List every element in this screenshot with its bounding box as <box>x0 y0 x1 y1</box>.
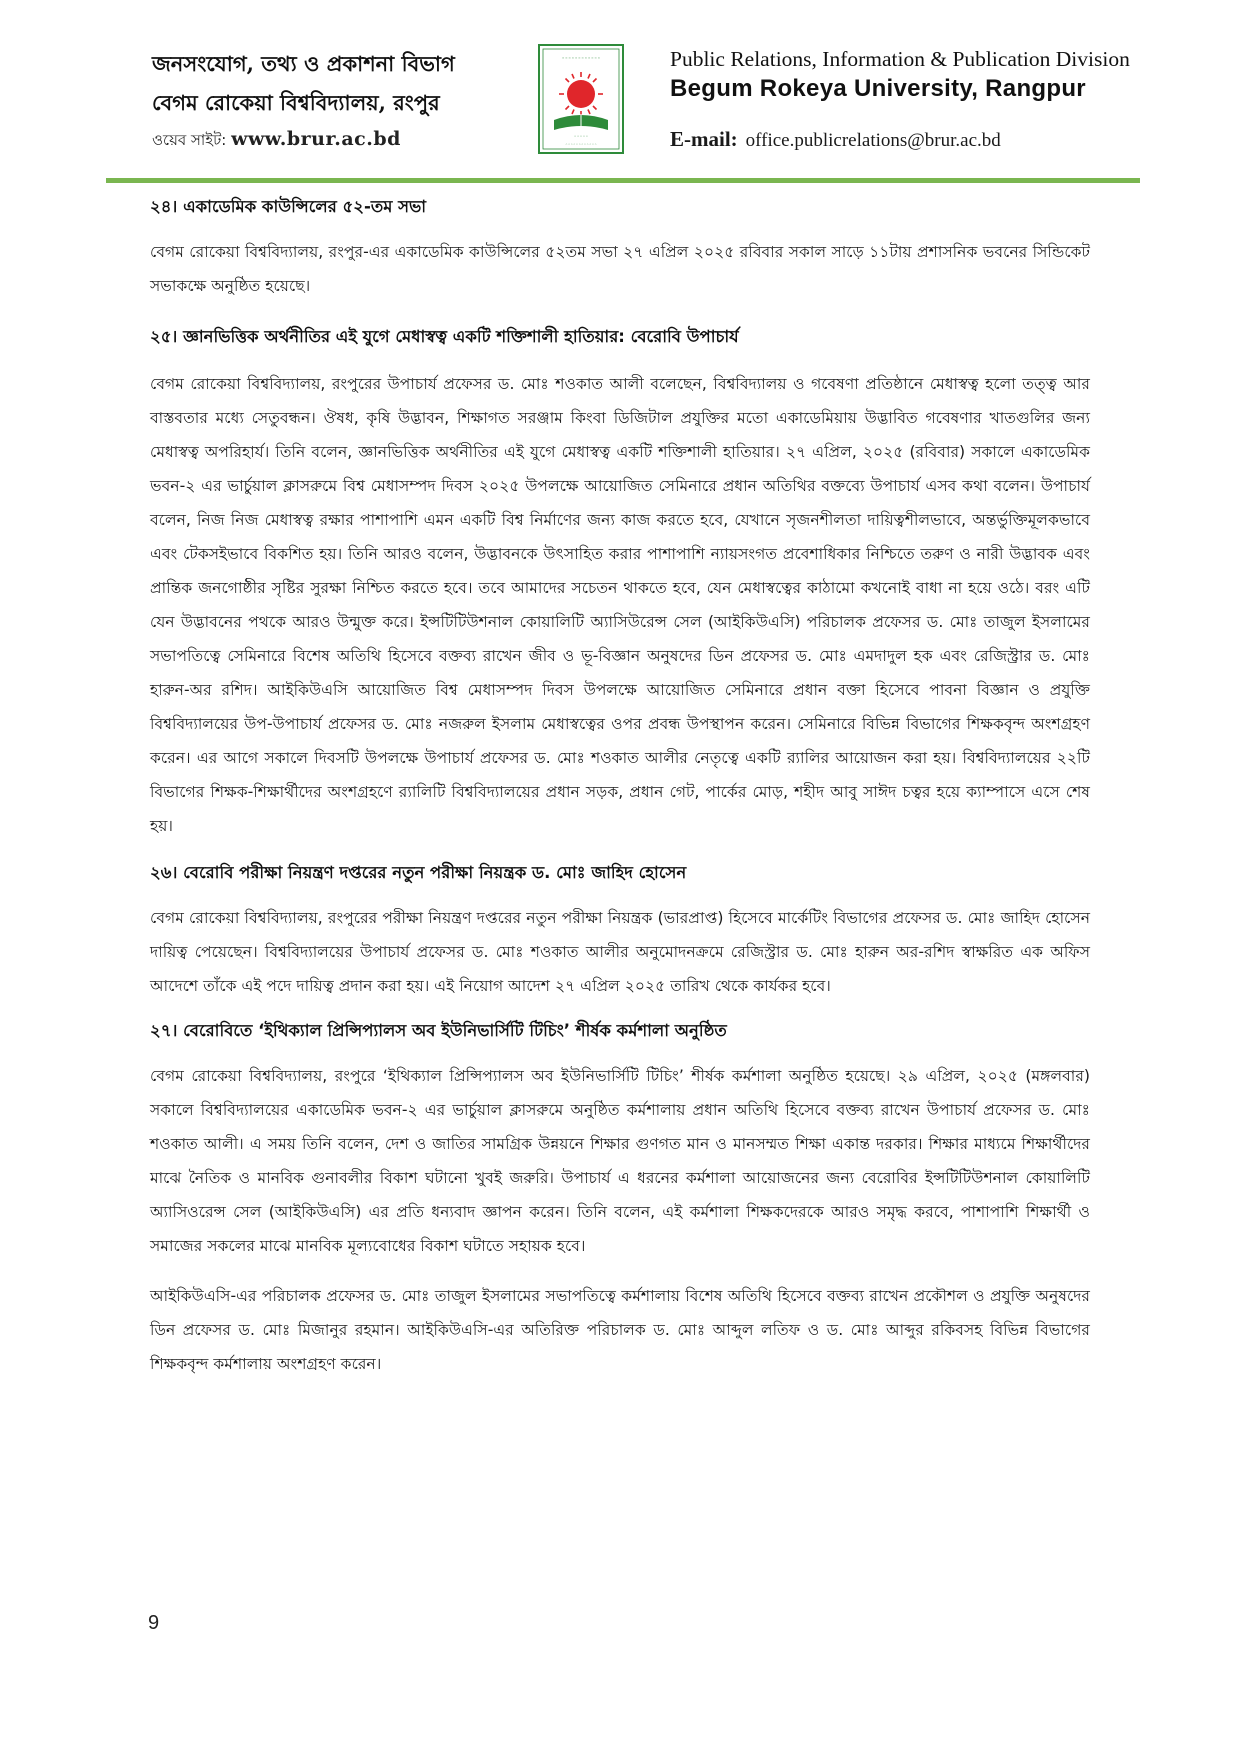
section-24-paragraph: বেগম রোকেয়া বিশ্ববিদ্যালয়, রংপুর-এর একাডেমিক কাউন্সিলের ৫২তম সভা ২৭ এপ্রিল ২০২৫ রবিবার সকাল সাড়ে ১১টায় প্রশাসনিক ভবনের সিন্ডিকেট সভাকক্ষে অনুষ্ঠিত হয়েছে। <box>150 243 1090 295</box>
email-link[interactable]: office.publicrelations@brur.ac.bd <box>745 130 1001 151</box>
header-divider <box>106 178 1140 183</box>
division-name-bn: জনসংযোগ, তথ্য ও প্রকাশনা বিভাগ <box>152 51 455 76</box>
university-name-bn: বেগম রোকেয়া বিশ্ববিদ্যালয়, রংপুর <box>152 90 440 115</box>
letterhead-bangla <box>152 46 532 155</box>
section-25-paragraph: বেগম রোকেয়া বিশ্ববিদ্যালয়, রংপুরের উপাচার্য প্রফেসর ড. মোঃ শওকাত আলী বলেছেন, বিশ্ববিদ্যালয় ও গবেষণা প্রতিষ্ঠানে মেধাস্বত্ব হলো তত্ত্ব আর বাস্তবতার মধ্যে সেতুবন্ধন। ঔষধ, কৃষি উদ্ভাবন, শিক্ষাগত সরঞ্জাম কিংবা ডিজিটাল প্রযুক্তির মতো একাডেমিয়ায় উদ্ভাবিত গবেষণার খাতগুলির জন্য মেধাস্বত্ব অপরিহার্য। তিনি বলেন, জ্ঞানভিত্তিক অর্থনীতির এই যুগে মেধাস্বত্ব একটি শক্তিশালী হাতিয়ার। ২৭ এপ্রিল, ২০২৫ (রবিবার) সকালে একাডেমিক ভবন-২ এর ভার্চুয়াল ক্লাসরুমে বিশ্ব মেধাসম্পদ দিবস ২০২৫ উপলক্ষে আয়োজিত সেমিনারে প্রধান অতিথির বক্তব্যে উপাচার্য এসব কথা বলেন। উপাচার্য বলেন, নিজ নিজ মেধাস্বত্ব রক্ষার পাশাপাশি এমন একটি বিশ্ব নির্মাণের জন্য কাজ করতে হবে, যেখানে সৃজনশীলতা দায়িত্বশীলভাবে, অন্তর্ভুক্তিমূলকভাবে এবং টেকসইভাবে বিকশিত হয়। তিনি আরও বলেন, উদ্ভাবনকে উৎসাহিত করার পাশাপাশি ন্যায়সংগত প্রবেশাধিকার নিশ্চিতে তরুণ ও নারী উদ্ভাবক এবং প্রান্তিক জনগোষ্ঠীর সৃষ্টির সুরক্ষা নিশ্চিত করতে হবে। তবে আমাদের সচেতন থাকতে হবে, যেন মেধাস্বত্বের কাঠামো কখনোই বাধা না হয়ে ওঠে। বরং এটি যেন উদ্ভাবনের পথকে আরও উন্মুক্ত করে। ইন্সটিটিউশনাল কোয়ালিটি অ্যাসিউরেন্স সেল (আইকিউএসি) পরিচালক প্রফেসর ড. মোঃ তাজুল ইসলামের সভাপতিত্বে সেমিনারে বিশেষ অতিথি হিসেবে বক্তব্য রাখেন জীব ও ভূ-বিজ্ঞান অনুষদের ডিন প্রফেসর ড. মোঃ এমদাদুল হক এবং রেজিস্ট্রার ড. মোঃ হারুন-অর রশিদ। আইকিউএসি আয়োজিত বিশ্ব মেধাসম্পদ দিবস উপলক্ষে আয়োজিত সেমিনারে প্রধান বক্তা হিসেবে পাবনা বিজ্ঞান ও প্রযুক্তি বিশ্ববিদ্যালয়ের উপ-উপাচার্য প্রফেসর ড. মোঃ নজরুল ইসলাম মেধাস্বত্বের ওপর প্রবন্ধ উপস্থাপন করেন। সেমিনারে বিভিন্ন বিভাগের শিক্ষকবৃন্দ অংশগ্রহণ করেন। এর আগে সকালে দিবসটি উপলক্ষে উপাচার্য প্রফেসর ড. মোঃ শওকাত আলীর নেতৃত্বে একটি র‍্যালির আয়োজন করা হয়। বিশ্ববিদ্যালয়ের ২২টি বিভাগের শিক্ষক-শিক্ষার্থীদের অংশগ্রহণে র‍্যালিটি বিশ্ববিদ্যালয়ের প্রধান সড়ক, প্রধান গেট, পার্কের মোড়, শহীদ আবু সাঈদ চত্বর হয়ে ক্যাম্পাসে এসে শেষ হয়। <box>150 375 1090 835</box>
page-number: 9 <box>148 1612 160 1634</box>
page-content <box>150 195 1090 1381</box>
letterhead <box>150 40 1140 168</box>
website-label: ওয়েব সাইট: <box>152 131 227 149</box>
section-25-title: ২৫। জ্ঞানভিত্তিক অর্থনীতির এই যুগে মেধাস্বত্ব একটি শক্তিশালী হাতিয়ার: বেরোবি উপাচার্য <box>150 327 739 346</box>
section-26-title: ২৬। বেরোবি পরীক্ষা নিয়ন্ত্রণ দপ্তরের নতুন পরীক্ষা নিয়ন্ত্রক ড. মোঃ জাহিদ হোসেন <box>150 863 687 882</box>
university-logo <box>538 44 624 154</box>
section-24-title: ২৪। একাডেমিক কাউন্সিলের ৫২-তম সভা <box>150 197 427 216</box>
university-name-en: Begum Rokeya University, Rangpur <box>670 75 1086 102</box>
letterhead-english <box>670 44 1140 154</box>
email-line <box>670 126 1140 154</box>
section-26-paragraph: বেগম রোকেয়া বিশ্ববিদ্যালয়, রংপুরের পরীক্ষা নিয়ন্ত্রণ দপ্তরের নতুন পরীক্ষা নিয়ন্ত্রক (ভারপ্রাপ্ত) হিসেবে মার্কেটিং বিভাগের প্রফেসর ড. মোঃ জাহিদ হোসেন দায়িত্ব পেয়েছেন। বিশ্ববিদ্যালয়ের উপাচার্য প্রফেসর ড. মোঃ শওকাত আলীর অনুমোদনক্রমে রেজিস্ট্রার ড. মোঃ হারুন অর-রশিদ স্বাক্ষরিত এক অফিস আদেশে তাঁকে এই পদে দায়িত্ব প্রদান করা হয়। এই নিয়োগ আদেশ ২৭ এপ্রিল ২০২৫ তারিখ থেকে কার্যকর হবে। <box>150 909 1090 995</box>
section-27-paragraph-1: বেগম রোকেয়া বিশ্ববিদ্যালয়, রংপুরে ‘ইথিক্যাল প্রিন্সিপ্যালস অব ইউনিভার্সিটি টিচিং’ শীর্ষক কর্মশালা অনুষ্ঠিত হয়েছে। ২৯ এপ্রিল, ২০২৫ (মঙ্গলবার) সকালে বিশ্ববিদ্যালয়ের একাডেমিক ভবন-২ এর ভার্চুয়াল ক্লাসরুমে অনুষ্ঠিত কর্মশালায় প্রধান অতিথি হিসেবে বক্তব্য রাখেন উপাচার্য প্রফেসর ড. মোঃ শওকাত আলী। এ সময় তিনি বলেন, দেশ ও জাতির সামগ্রিক উন্নয়নে শিক্ষার গুণগত মান ও মানসম্মত শিক্ষা একান্ত দরকার। শিক্ষার মাধ্যমে শিক্ষার্থীদের মাঝে নৈতিক ও মানবিক গুনাবলীর বিকাশ ঘটানো খুবই জরুরি। উপাচার্য এ ধরনের কর্মশালা আয়োজনের জন্য বেরোবির ইন্সটিটিউশনাল কোয়ালিটি অ্যাসিওরেন্স সেল (আইকিউএসি) এর প্রতি ধন্যবাদ জ্ঞাপন করেন। তিনি বলেন, এই কর্মশালা শিক্ষকদেরকে আরও সমৃদ্ধ করবে, পাশাপাশি শিক্ষার্থী ও সমাজের সকলের মাঝে মানবিক মূল্যবোধের বিকাশ ঘটাতে সহায়ক হবে। <box>150 1067 1090 1255</box>
website-line <box>152 124 532 155</box>
svg-text:◦◦◦◦◦◦◦◦◦◦◦◦: ◦◦◦◦◦◦◦◦◦◦◦◦ <box>565 143 597 148</box>
section-27-title: ২৭। বেরোবিতে ‘ইথিক্যাল প্রিন্সিপ্যালস অব ইউনিভার্সিটি টিচিং’ শীর্ষক কর্মশালা অনুষ্ঠিত <box>150 1021 727 1040</box>
email-label: E-mail: <box>670 127 738 151</box>
svg-text:◦◦◦◦◦: ◦◦◦◦◦ <box>573 134 589 140</box>
division-name-en: Public Relations, Information & Publication Division <box>670 47 1130 71</box>
section-27-paragraph-2: আইকিউএসি-এর পরিচালক প্রফেসর ড. মোঃ তাজুল ইসলামের সভাপতিত্বে কর্মশালায় বিশেষ অতিথি হিসেবে বক্তব্য রাখেন প্রকৌশল ও প্রযুক্তি অনুষদের ডিন প্রফেসর ড. মোঃ মিজানুর রহমান। আইকিউএসি-এর অতিরিক্ত পরিচালক ড. মোঃ আব্দুল লতিফ ও ড. মোঃ আব্দুর রকিবসহ বিভিন্ন বিভাগের শিক্ষকবৃন্দ কর্মশালায় অংশগ্রহণ করেন। <box>150 1287 1090 1373</box>
svg-text:◦◦◦◦◦◦◦◦◦◦◦◦: ◦◦◦◦◦◦◦◦◦◦◦◦ <box>561 56 601 62</box>
website-link[interactable]: www.brur.ac.bd <box>231 128 401 150</box>
